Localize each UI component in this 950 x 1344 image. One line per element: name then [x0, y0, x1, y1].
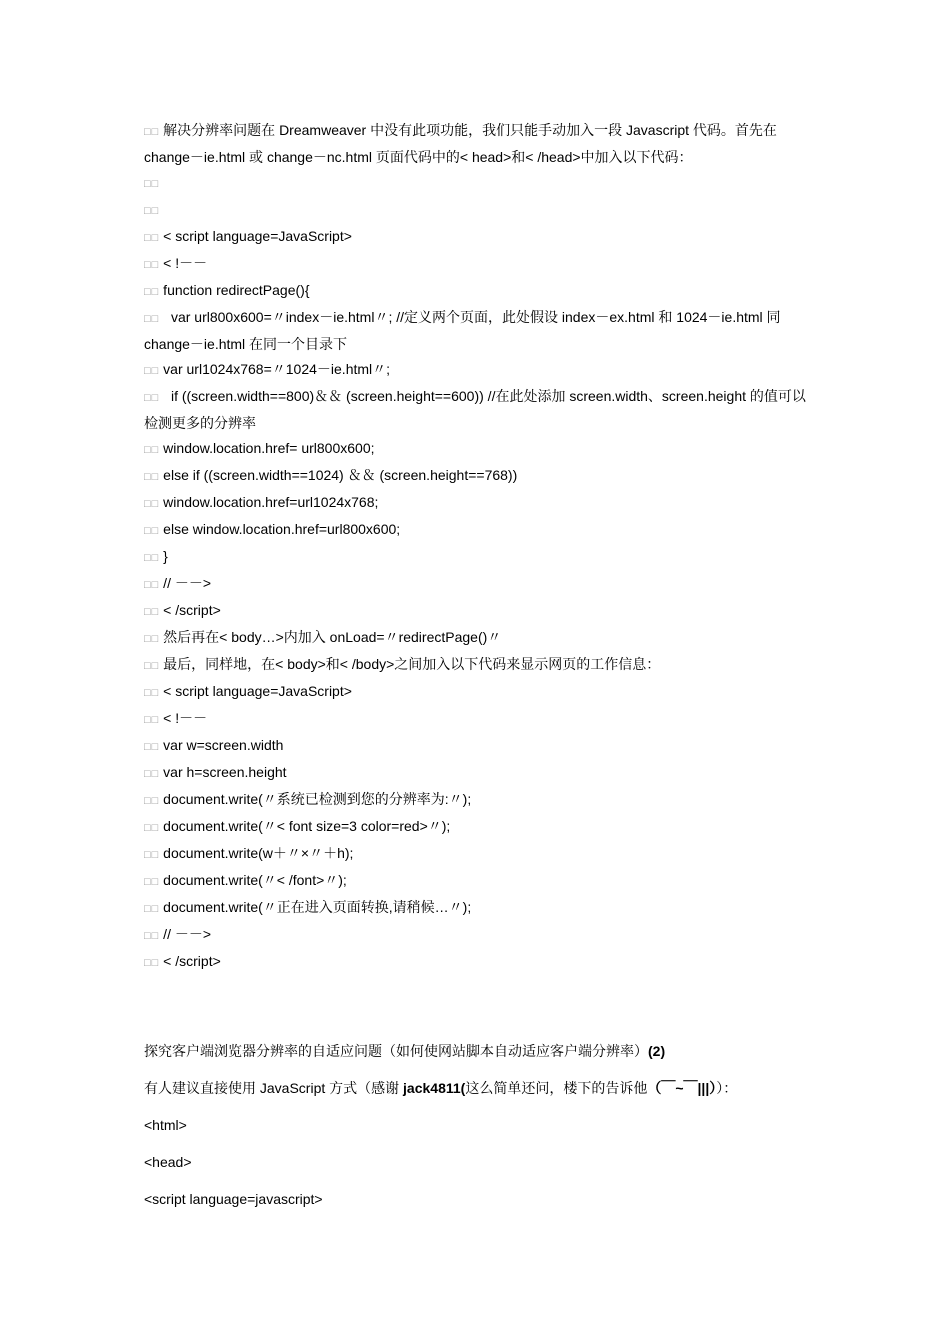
- indent-marker: □□: [144, 579, 160, 591]
- code-line: [144, 436, 809, 463]
- code-line: [144, 571, 809, 598]
- code-line: [144, 251, 809, 278]
- line-text: var w=screen.width: [159, 737, 284, 753]
- code-line: [144, 463, 809, 490]
- code-line: [144, 544, 809, 571]
- indent-marker: □□: [144, 205, 160, 217]
- indent-marker: □□: [144, 903, 160, 915]
- code-line: [144, 517, 809, 544]
- code-line: [144, 305, 809, 357]
- indent-marker: □□: [144, 525, 160, 537]
- indent-marker: □□: [144, 313, 160, 325]
- code-line: [144, 224, 809, 251]
- code-line: <head>: [144, 1154, 192, 1170]
- indent-marker: □□: [144, 232, 160, 244]
- code-line: [144, 679, 809, 706]
- line-text: function redirectPage(){: [159, 282, 310, 298]
- code-line: [144, 868, 809, 895]
- code-line: [144, 949, 809, 976]
- indent-marker: □□: [144, 957, 160, 969]
- paragraph-line: [144, 170, 809, 197]
- line-text: 最后，同样地，在< body>和< /body>之间加入以下代码来显示网页的工作信息：: [159, 656, 661, 672]
- heading-number: (2): [648, 1043, 666, 1059]
- indent-marker: □□: [144, 471, 160, 483]
- line-text: document.write(〃< /font>〃);: [159, 872, 347, 888]
- indent-marker: □□: [144, 876, 160, 888]
- section-heading: [144, 1039, 809, 1076]
- indent-marker: □□: [144, 392, 160, 404]
- indent-marker: □□: [144, 498, 160, 510]
- paragraph-line: [144, 197, 809, 224]
- code-line: [144, 733, 809, 760]
- indent-marker: □□: [144, 633, 160, 645]
- line-text: // －－>: [159, 926, 212, 942]
- line-text: }: [159, 548, 168, 564]
- code-line: [144, 895, 809, 922]
- code-line: [144, 760, 809, 787]
- line-text: < /script>: [159, 953, 221, 969]
- intro-user: jack4811(: [403, 1080, 466, 1096]
- line-text: window.location.href= url800x600;: [159, 440, 375, 456]
- line-text: document.write(w＋〃×〃＋h);: [159, 845, 354, 861]
- paragraph-line: [144, 625, 809, 652]
- intro-suffix: ）：: [716, 1080, 738, 1096]
- indent-marker: □□: [144, 714, 160, 726]
- line-text: 解决分辨率问题在 Dreamweaver 中没有此项功能，我们只能手动加入一段 Javascript 代码。首先在 change－ie.html 或 change－nc.html 页面代码中的< head>和< /head>中加入以下代码：: [144, 122, 781, 165]
- line-text: window.location.href=url1024x768;: [159, 494, 379, 510]
- code-line: [144, 384, 809, 436]
- code-line: [144, 278, 809, 305]
- indent-marker: □□: [144, 795, 160, 807]
- code-line: [144, 922, 809, 949]
- indent-marker: □□: [144, 286, 160, 298]
- line-text: < !－－: [159, 710, 208, 726]
- line-text: if ((screen.width==800)＆＆ (screen.height==600)) //在此处添加 screen.width、screen.height 的值可以检测更多的分辨率: [144, 388, 806, 431]
- indent-marker: □□: [144, 930, 160, 942]
- intro-prefix: 有人建议直接使用 JavaScript 方式（感谢: [144, 1080, 404, 1096]
- indent-marker: □□: [144, 126, 160, 138]
- heading-text: 探究客户端浏览器分辨率的自适应问题（如何使网站脚本自动适应客户端分辨率）: [144, 1043, 648, 1059]
- line-text: < script language=JavaScript>: [159, 228, 352, 244]
- line-text: var url800x600=〃index－ie.html〃; //定义两个页面，此处假设 index－ex.html 和 1024－ie.html 同 change－ie.html 在同一个目录下: [144, 309, 785, 352]
- indent-marker: □□: [144, 552, 160, 564]
- code-line: [144, 490, 809, 517]
- indent-marker: □□: [144, 178, 160, 190]
- intro-middle: 这么简单还问，楼下的告诉他: [465, 1080, 648, 1096]
- line-text: < /script>: [159, 602, 221, 618]
- code-line: [144, 841, 809, 868]
- line-text: else if ((screen.width==1024) ＆＆ (screen.height==768)): [159, 467, 518, 483]
- section-resolution-code: [144, 118, 809, 976]
- code-line: [144, 598, 809, 625]
- line-text: else window.location.href=url800x600;: [159, 521, 401, 537]
- intro-paragraph: [144, 1076, 809, 1113]
- line-text: var h=screen.height: [159, 764, 287, 780]
- indent-marker: □□: [144, 768, 160, 780]
- line-text: < script language=JavaScript>: [159, 683, 352, 699]
- indent-marker: □□: [144, 687, 160, 699]
- paragraph-line: [144, 118, 809, 170]
- code-line: <script language=javascript>: [144, 1191, 323, 1207]
- indent-marker: □□: [144, 741, 160, 753]
- code-line: <html>: [144, 1117, 187, 1133]
- indent-marker: □□: [144, 259, 160, 271]
- indent-marker: □□: [144, 606, 160, 618]
- line-text: var url1024x768=〃1024－ie.html〃;: [159, 361, 391, 377]
- line-text: document.write(〃正在进入页面转换,请稍候…〃);: [159, 899, 472, 915]
- indent-marker: □□: [144, 849, 160, 861]
- intro-face: （￣~￣|||）: [647, 1080, 717, 1096]
- code-line: [144, 357, 809, 384]
- indent-marker: □□: [144, 444, 160, 456]
- indent-marker: □□: [144, 822, 160, 834]
- indent-marker: □□: [144, 660, 160, 672]
- paragraph-line: [144, 652, 809, 679]
- code-line: [144, 787, 809, 814]
- code-line: [144, 706, 809, 733]
- line-text: // －－>: [159, 575, 212, 591]
- line-text: document.write(〃系统已检测到您的分辨率为:〃);: [159, 791, 472, 807]
- line-text: 然后再在< body…>内加入 onLoad=〃redirectPage()〃: [159, 629, 502, 645]
- indent-marker: □□: [144, 365, 160, 377]
- code-line: [144, 814, 809, 841]
- line-text: document.write(〃< font size=3 color=red>〃);: [159, 818, 451, 834]
- section-adaptive-resolution: [144, 1039, 809, 1224]
- line-text: < !－－: [159, 255, 208, 271]
